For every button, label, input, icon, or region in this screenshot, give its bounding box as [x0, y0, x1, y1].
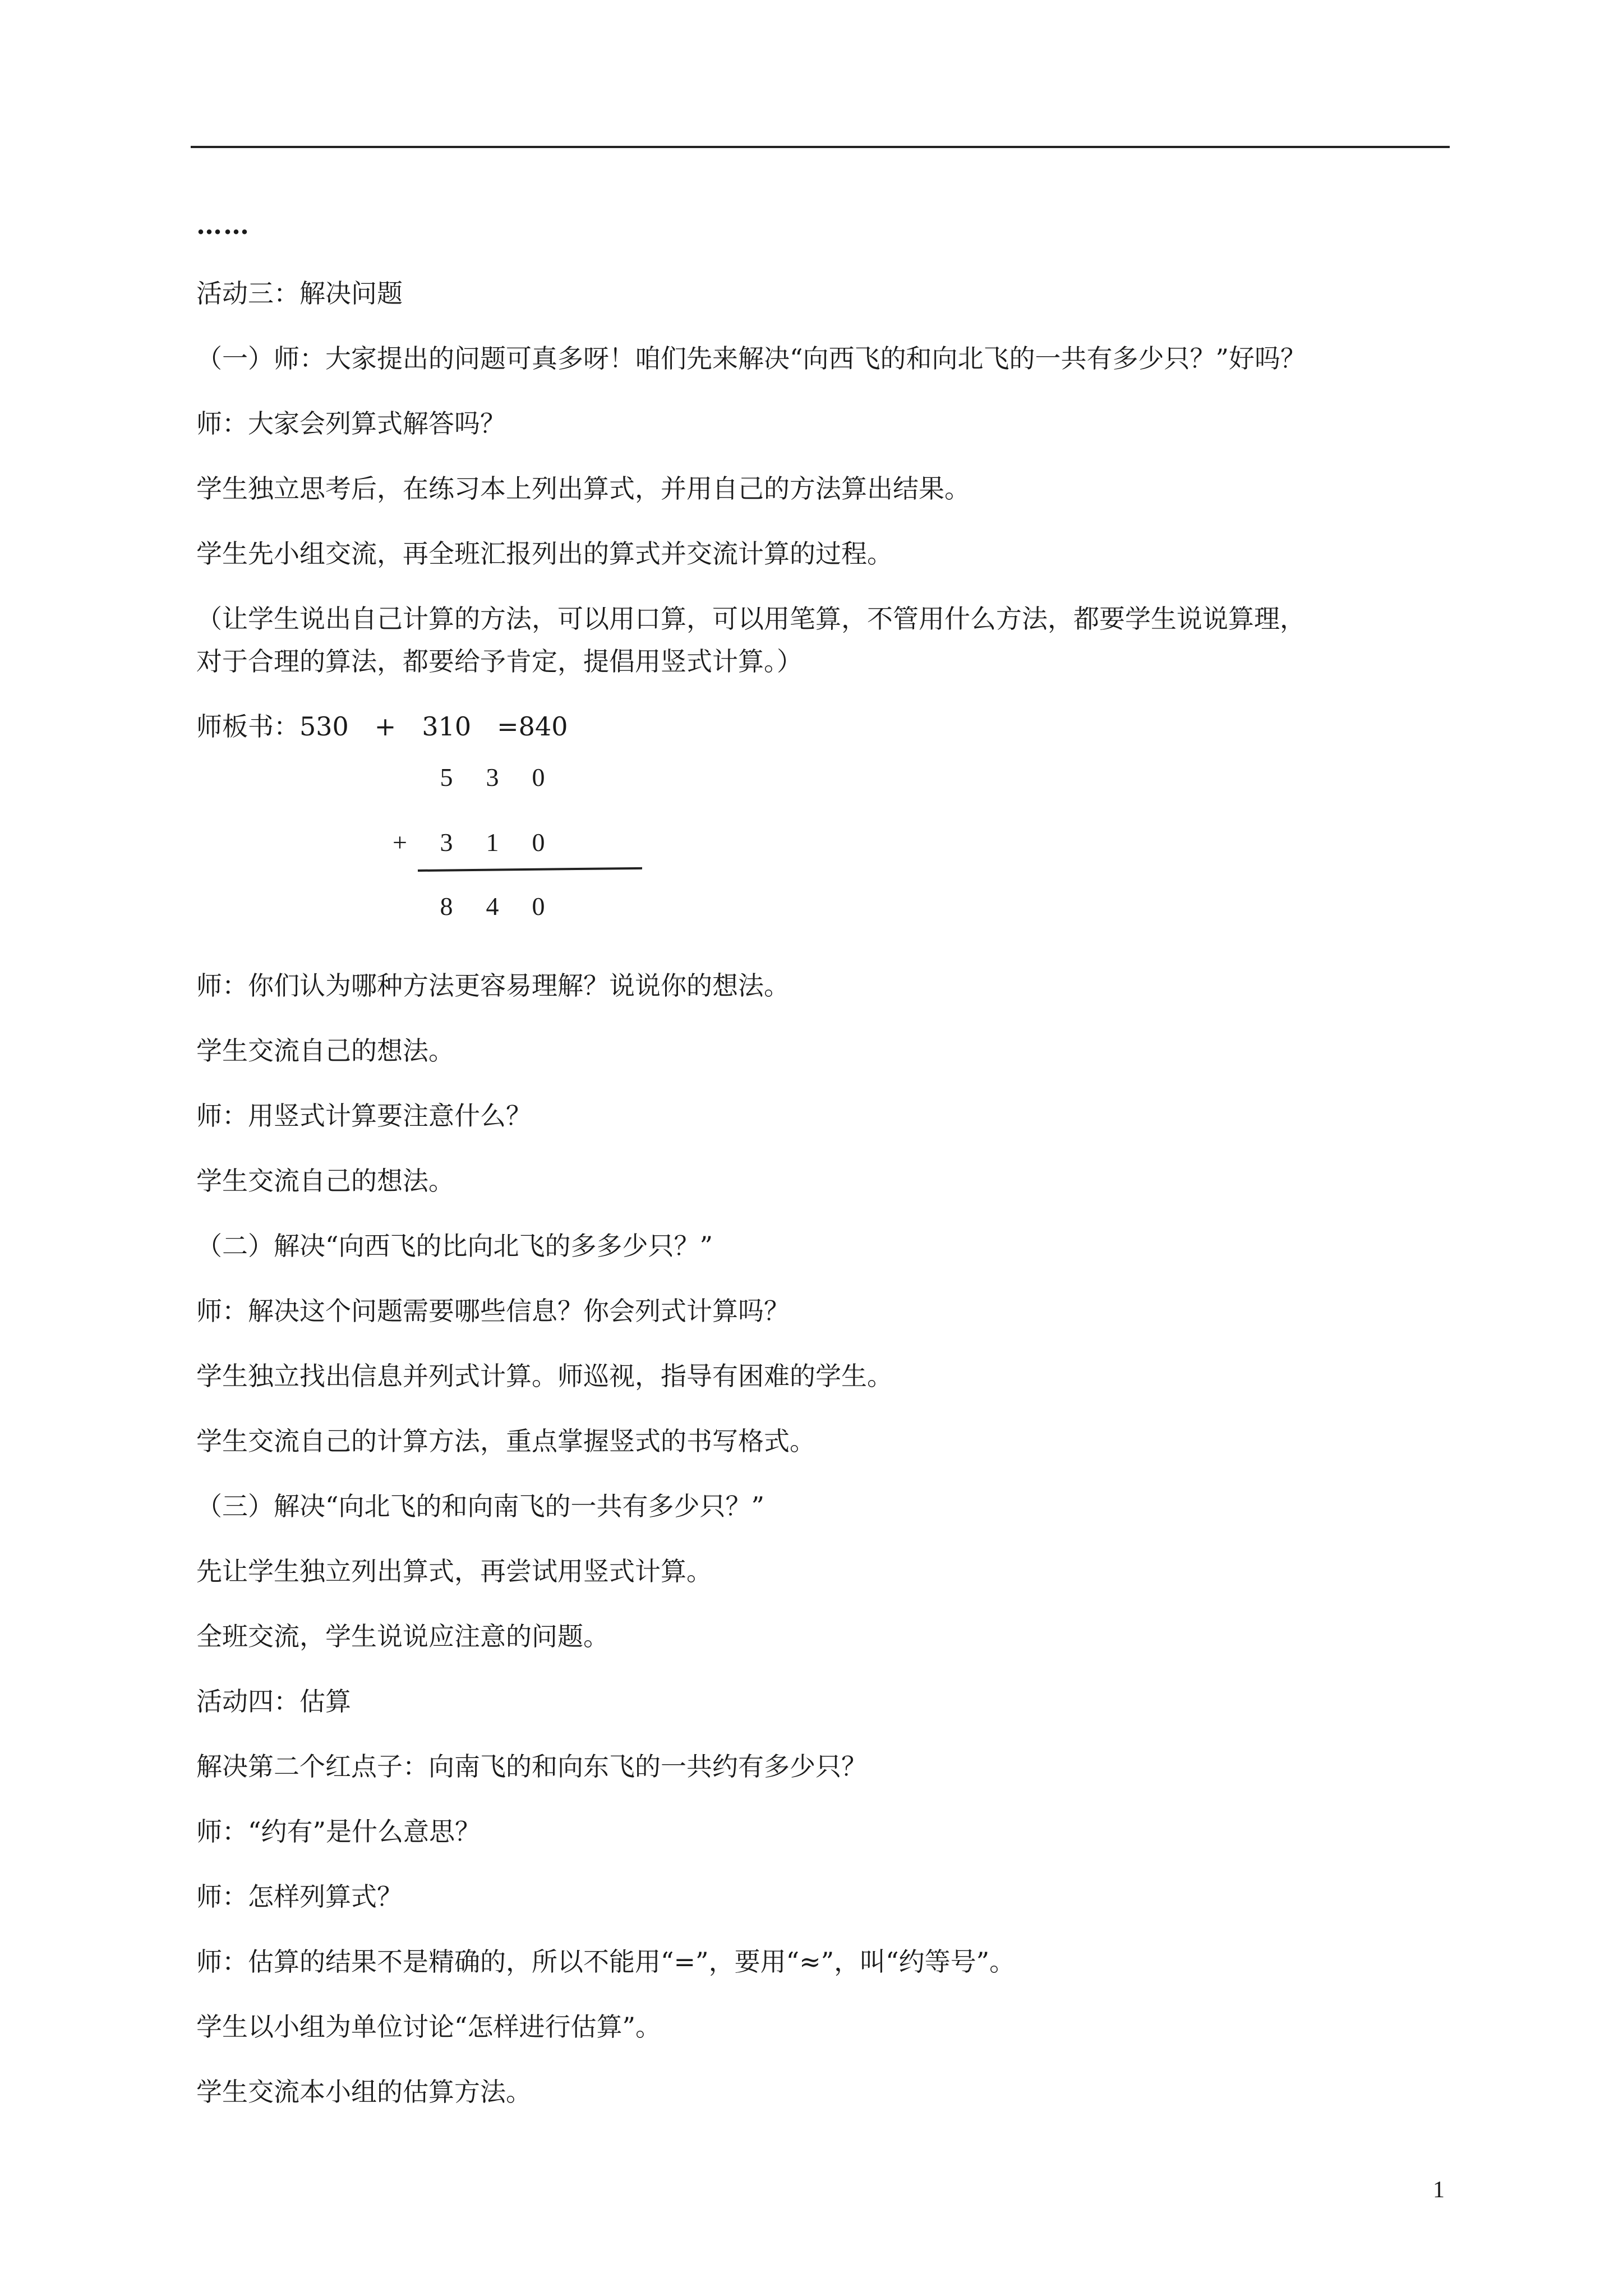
paragraph-line: 学生以小组为单位讨论“怎样进行估算”。 — [196, 2012, 662, 2042]
paragraph-line: 对于合理的算法，都要给予肯定，提倡用竖式计算。） — [196, 646, 803, 677]
paragraph-line: 师：估算的结果不是精确的，所以不能用“=”，要用“≈”，叫“约等号”。 — [196, 1947, 1016, 1977]
paragraph-line: 师：大家会列算式解答吗？ — [196, 408, 506, 439]
paragraph-line: 学生独立思考后，在练习本上列出算式，并用自己的方法算出结果。 — [196, 473, 970, 504]
digit: 3 — [486, 763, 499, 792]
digit: 8 — [440, 892, 453, 921]
subsection-heading-2: （二）解决“向西飞的比向北飞的多多少只？” — [196, 1231, 713, 1261]
paragraph-line: 解决第二个红点子：向南飞的和向东飞的一共约有多少只？ — [196, 1751, 867, 1782]
paragraph-line: 师：你们认为哪种方法更容易理解？说说你的想法。 — [196, 970, 790, 1001]
digit: 4 — [486, 892, 499, 921]
digit: 0 — [532, 892, 545, 921]
paragraph-line: 全班交流，学生说说应注意的问题。 — [196, 1621, 609, 1651]
document-body — [196, 208, 1453, 2139]
board-equation: 师板书：530 + 310 =840 — [196, 711, 568, 742]
vertical-addition — [196, 761, 1453, 951]
digit: 3 — [440, 828, 453, 857]
paragraph-line: 学生交流自己的计算方法，重点掌握竖式的书写格式。 — [196, 1426, 815, 1456]
plus-sign: + — [393, 828, 407, 857]
paragraph-line: 师：解决这个问题需要哪些信息？你会列式计算吗？ — [196, 1296, 790, 1326]
paragraph-line: 学生先小组交流，再全班汇报列出的算式并交流计算的过程。 — [196, 539, 893, 569]
paragraph-line: 学生交流自己的想法。 — [196, 1166, 454, 1196]
page-number: 1 — [1433, 2177, 1445, 2203]
paragraph-line: （一）师：大家提出的问题可真多呀！咱们先来解决“向西飞的和向北飞的一共有多少只？”好吗？ — [196, 343, 1307, 374]
paragraph-line: 学生独立找出信息并列式计算。师巡视，指导有困难的学生。 — [196, 1361, 893, 1391]
sum-row — [423, 890, 561, 923]
header-rule — [191, 146, 1450, 148]
addend-top-row — [423, 761, 561, 794]
paragraph-line: （让学生说出自己计算的方法，可以用口算，可以用笔算，不管用什么方法，都要学生说说算理， — [196, 604, 1306, 634]
paragraph-line: 师：怎样列算式？ — [196, 1881, 403, 1912]
paragraph-line: 师：用竖式计算要注意什么？ — [196, 1101, 532, 1131]
paragraph-line: 先让学生独立列出算式，再尝试用竖式计算。 — [196, 1556, 712, 1586]
digit: 0 — [532, 763, 545, 792]
digit: 5 — [440, 763, 453, 792]
section-heading-activity-4: 活动四：估算 — [196, 1686, 351, 1717]
paragraph-line: 学生交流自己的想法。 — [196, 1036, 454, 1066]
ellipsis-line: …… — [196, 210, 250, 240]
sum-underline — [418, 867, 642, 872]
paragraph-line: 师：“约有”是什么意思？ — [196, 1816, 481, 1847]
digit: 1 — [486, 828, 499, 857]
digit: 0 — [532, 828, 545, 857]
subsection-heading-3: （三）解决“向北飞的和向南飞的一共有多少只？” — [196, 1491, 765, 1521]
addend-bottom-row — [423, 826, 561, 859]
paragraph-line: 学生交流本小组的估算方法。 — [196, 2077, 532, 2107]
section-heading-activity-3: 活动三：解决问题 — [196, 278, 403, 309]
